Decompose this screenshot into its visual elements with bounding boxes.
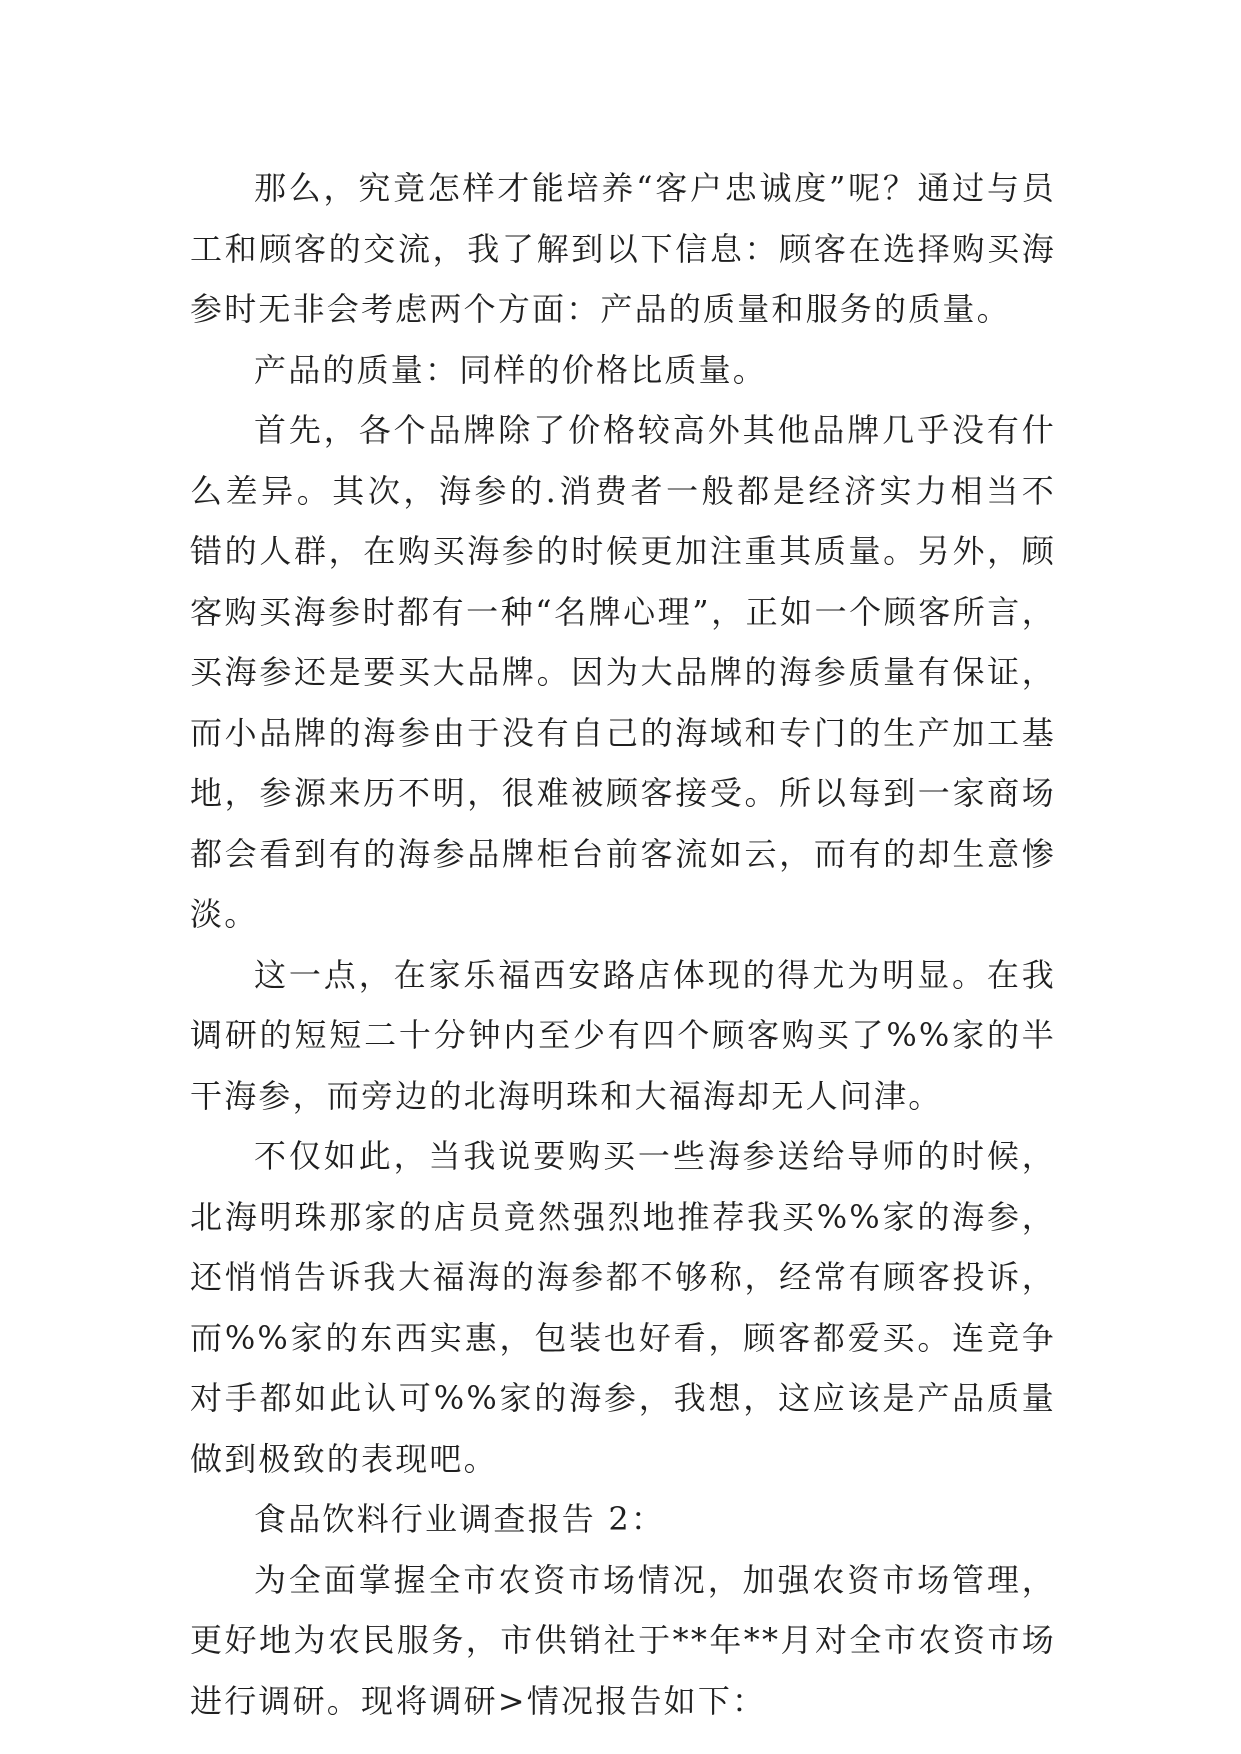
paragraph-carrefour-observation: 这一点，在家乐福西安路店体现的得尤为明显。在我调研的短短二十分钟内至少有四个顾客购买了%%家的半干海参，而旁边的北海明珠和大福海却无人问津。 (190, 955, 1056, 1115)
document-body (190, 158, 1056, 1731)
paragraph-product-quality-heading: 产品的质量：同样的价格比质量。 (254, 350, 768, 389)
paragraph-competitor-recommendation: 不仅如此，当我说要购买一些海参送给导师的时候，北海明珠那家的店员竟然强烈地推荐我买%%家的海参，还悄悄告诉我大福海的海参都不够称，经常有顾客投诉，而%%家的东西实惠，包装也好看，顾客都爱买。连竞争对手都如此认可%%家的海参，我想，这应该是产品质量做到极致的表现吧。 (190, 1137, 1056, 1478)
paragraph-customer-loyalty: 那么，究竟怎样才能培养“客户忠诚度”呢？通过与员工和顾客的交流，我了解到以下信息：顾客在选择购买海参时无非会考虑两个方面：产品的质量和服务的质量。 (190, 169, 1056, 328)
paragraph-agricultural-market-intro: 为全面掌握全市农资市场情况，加强农资市场管理，更好地为农民服务，市供销社于**年**月对全市农资市场进行调研。现将调研>情况报告如下： (190, 1560, 1056, 1720)
paragraph-brand-analysis: 首先，各个品牌除了价格较高外其他品牌几乎没有什么差异。其次，海参的.消费者一般都是经济实力相当不错的人群，在购买海参的时候更加注重其质量。另外，顾客购买海参时都有一种“名牌心理”，正如一个顾客所言，买海参还是要买大品牌。因为大品牌的海参质量有保证，而小品牌的海参由于没有自己的海域和专门的生产加工基地，参源来历不明，很难被顾客接受。所以每到一家商场都会看到有的海参品牌柜台前客流如云，而有的却生意惨淡。 (190, 411, 1056, 933)
paragraph-report-2-heading: 食品饮料行业调查报告 2： (254, 1500, 666, 1538)
